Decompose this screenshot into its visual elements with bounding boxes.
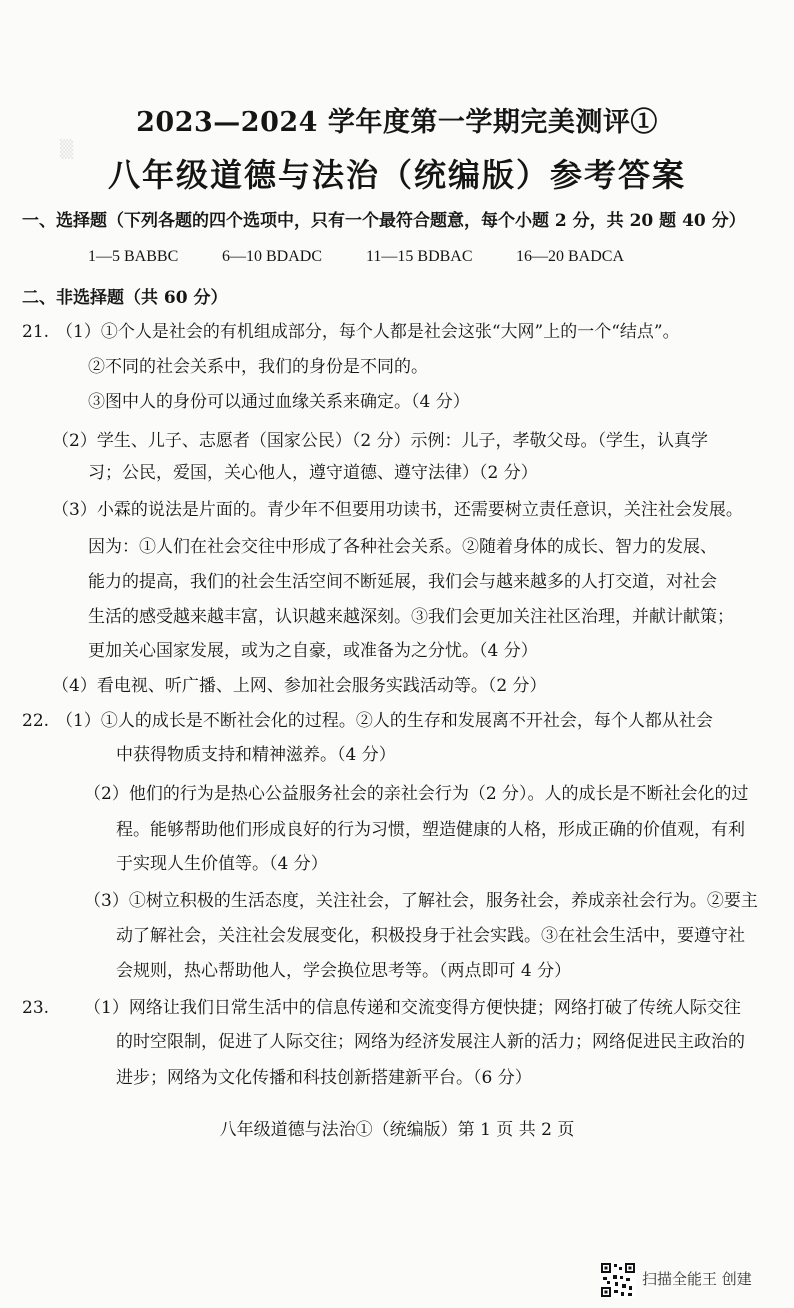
- q23-line: 的时空限制，促进了人际交往；网络为经济发展注人新的活力；网络促进民主政治的: [116, 1032, 745, 1052]
- bleed-through: ▒: [60, 140, 74, 160]
- q22-line: 中获得物质支持和精神滋养。（4 分）: [116, 745, 396, 765]
- page-title: 2023—2024 学年度第一学期完美测评①: [136, 107, 658, 138]
- q21-line: 更加关心国家发展，或为之自豪，或准备为之分忧。（4 分）: [88, 641, 538, 661]
- page-footer: 八年级道德与法治①（统编版）第 1 页 共 2 页: [219, 1120, 575, 1140]
- section1-heading: 一、选择题（下列各题的四个选项中，只有一个最符合题意，每个小题 2 分，共 20 题 40 分）: [22, 211, 746, 231]
- q21-line: ③图中人的身份可以通过血缘关系来确定。（4 分）: [88, 392, 470, 412]
- q22-line: 动了解社会，关注社会发展变化，积极投身于社会实践。③在社会生活中，要遵守社: [116, 926, 745, 946]
- q22-line: 程。能够帮助他们形成良好的行为习惯，塑造健康的人格，形成正确的价值观，有利: [116, 820, 745, 840]
- q22-number: 22.: [22, 711, 50, 731]
- q21-line: 生活的感受越来越丰富，认识越来越深刻。③我们会更加关注社区治理，并献计献策；: [88, 607, 734, 627]
- q21-line: （3）小霖的说法是片面的。青少年不但要用功读书，还需要树立责任意识，关注社会发展。: [52, 500, 743, 520]
- q21-line: 习；公民，爱国，关心他人，遵守道德、遵守法律）（2 分）: [88, 463, 538, 483]
- q21-line: 能力的提高，我们的社会生活空间不断延展，我们会与越来越多的人打交道，对社会: [88, 572, 717, 592]
- answer-group-2: 6—10 BDADC: [222, 248, 323, 265]
- q22-line: 会规则，热心帮助他人，学会换位思考等。（两点即可 4 分）: [116, 961, 572, 981]
- scanner-watermark: 扫描全能王 创建: [642, 1270, 752, 1288]
- q21-line: ②不同的社会关系中，我们的身份是不同的。: [88, 357, 428, 377]
- answer-group-1: 1—5 BABBC: [88, 248, 179, 265]
- q22-line: （2）他们的行为是热心公益服务社会的亲社会行为（2 分）。人的成长是不断社会化的过: [84, 784, 749, 804]
- page-subtitle: 八年级道德与法治（统编版）参考答案: [107, 156, 686, 194]
- q21-line: （1）①个人是社会的有机组成部分，每个人都是社会这张“大网”上的一个“结点”。: [56, 322, 680, 342]
- qr-code-icon: [600, 1262, 636, 1298]
- q23-number: 23.: [22, 998, 50, 1018]
- section2-heading: 二、非选择题（共 60 分）: [22, 288, 228, 308]
- answer-group-4: 16—20 BADCA: [516, 248, 625, 265]
- q21-line: （2）学生、儿子、志愿者（国家公民）（2 分）示例：儿子，孝敬父母。（学生，认真学: [52, 431, 709, 451]
- q22-line: 于实现人生价值等。（4 分）: [116, 854, 328, 874]
- answer-group-3: 11—15 BDBAC: [366, 248, 473, 265]
- q22-line: （3）①树立积极的生活态度，关注社会，了解社会，服务社会，养成亲社会行为。②要主: [84, 891, 758, 911]
- q21-line: （4）看电视、听广播、上网、参加社会服务实践活动等。（2 分）: [52, 676, 547, 696]
- q23-line: 进步；网络为文化传播和科技创新搭建新平台。（6 分）: [116, 1068, 532, 1088]
- q23-line: （1）网络让我们日常生活中的信息传递和交流变得方便快捷；网络打破了传统人际交往: [84, 998, 741, 1018]
- q21-number: 21.: [22, 322, 50, 342]
- q21-line: 因为：①人们在社会交往中形成了各种社会关系。②随着身体的成长、智力的发展、: [88, 537, 717, 557]
- q22-line: （1）①人的成长是不断社会化的过程。②人的生存和发展离不开社会，每个人都从社会: [56, 711, 713, 731]
